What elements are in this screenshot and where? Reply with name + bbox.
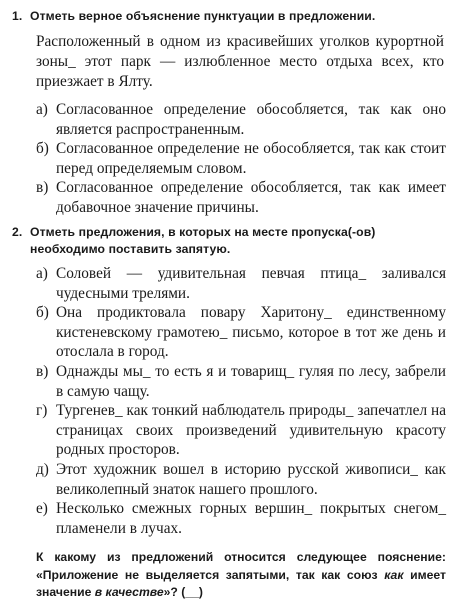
closing-kak: как xyxy=(384,567,404,582)
option-text: Соловей — удивительная певчая птица_ заливался чудесными трелями. xyxy=(56,265,446,302)
closing-text-2: имеет значение xyxy=(36,567,446,600)
task-1-number: 1. xyxy=(12,9,23,23)
option-letter: а) xyxy=(36,101,48,118)
task-2-options xyxy=(0,264,460,538)
option-letter: б) xyxy=(36,140,49,158)
option-1-c[interactable] xyxy=(0,178,460,217)
option-letter: е) xyxy=(36,500,48,518)
task-2-closing-question xyxy=(0,549,460,602)
option-text: Согласованное определение обособляется, так как оно является распространенным. xyxy=(56,101,446,138)
option-text: Тургенев_ как тонкий наблюдатель природы_ запечатлел на страницах своих произведений удивительную красоту родных просторов. xyxy=(56,402,446,459)
task-1-heading-text: Отметь верное объяснение пунктуации в предложении. xyxy=(30,9,376,23)
option-letter: б) xyxy=(36,304,49,322)
option-1-a[interactable] xyxy=(0,100,460,139)
task-1-options xyxy=(0,100,460,218)
task-2 xyxy=(0,224,460,602)
option-text: Однажды мы_ то есть я и товарищ_ гуляя по лесу, забрели в самую чащу. xyxy=(56,362,446,400)
option-text: Согласованное определение не обособляется, так как стоит перед определяемым словом. xyxy=(56,140,446,177)
option-2-c[interactable] xyxy=(0,362,460,401)
task-2-number: 2. xyxy=(12,225,23,239)
option-2-d[interactable] xyxy=(0,401,460,460)
option-2-e[interactable] xyxy=(0,460,460,499)
option-letter: д) xyxy=(36,460,49,478)
closing-text-4: ) xyxy=(198,585,203,600)
option-letter: в) xyxy=(36,362,49,380)
option-2-f[interactable] xyxy=(0,499,460,538)
option-2-a[interactable] xyxy=(0,264,460,303)
task-2-heading xyxy=(0,224,460,258)
closing-v-kachestve: в качестве xyxy=(94,585,164,600)
task-1-sentence: Расположенный в одном из красивейших уголков курортной зоны_ этот парк — излюбленное место отдыха всех, кто приезжает в Ялту. xyxy=(36,33,444,90)
closing-text-1: К какому из предложений относится следующее пояснение: «Приложение не выделяется запятыми, так как союз xyxy=(36,550,446,582)
option-text: Согласованное определение обособляется, так как имеет добавочное значение причины. xyxy=(56,179,446,216)
option-text: Она продиктовала повару Харитону_ единственному кистеневскому грамотею_ письмо, которое в тот же день и отослала в город. xyxy=(56,304,446,361)
closing-text-3: »? ( xyxy=(163,585,186,600)
task-1-heading xyxy=(0,8,460,25)
option-letter: а) xyxy=(36,265,48,282)
option-1-b[interactable] xyxy=(0,139,460,178)
option-2-b[interactable] xyxy=(0,303,460,362)
option-text: Несколько смежных горных вершин_ покрытых снегом_ пламенели в лучах. xyxy=(56,500,446,537)
answer-blank[interactable]: __ xyxy=(185,585,199,600)
option-letter: в) xyxy=(36,179,49,197)
task-2-heading-text: Отметь предложения, в которых на месте пропуска(-ов) необходимо поставить запятую. xyxy=(30,225,376,256)
option-letter: г) xyxy=(36,402,48,420)
option-text: Этот художник вошел в историю русской живописи_ как великолепный знаток нашего прошлого. xyxy=(56,460,446,498)
task-1 xyxy=(0,8,460,218)
